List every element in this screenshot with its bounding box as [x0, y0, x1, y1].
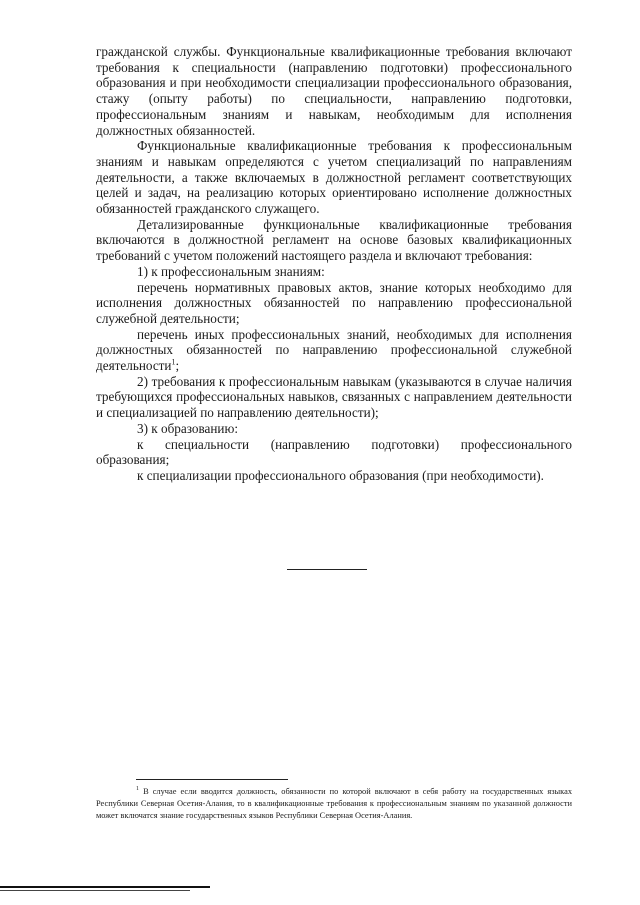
footnote-reference: 1 [171, 357, 176, 367]
footnote-marker: 1 [136, 786, 139, 793]
paragraph-knowledge-skills: Функциональные квалификационные требования к профессиональным знаниям и навыкам определяются с учетом специализаций по направлениям деятельности, а также включаемых в должностной регламент соответствующих целей и задач, на реализацию которых ориентировано исполнение должностных обязанностей гражданского служащего. [96, 138, 572, 217]
list-item-education: 3) к образованию: [137, 420, 238, 436]
footnote-text: В случае если вводится должность, обязанности по которой включают в себя работу на государственных языках Республики Северная Осетия-Алания, то в квалификационные требования к профессиональным знаниям по указанной должности может включатся знание государственных языков Республики Северная Осетия-Алания. [96, 787, 573, 820]
other-knowledge-text: перечень иных профессиональных знаний, необходимых для исполнения должностных обязанностей по направлению профессиональной служебной деятельности [96, 326, 572, 374]
body-text [96, 44, 572, 484]
list-item-specialty: к специальности (направлению подготовки) профессионального образования; [96, 436, 572, 468]
section-end-divider [287, 569, 367, 570]
other-knowledge-suffix: ; [175, 358, 180, 374]
list-item-legal-acts: перечень нормативных правовых актов, знание которых необходимо для исполнения должностных обязанностей по направлению профессиональной служебной деятельности; [96, 279, 572, 326]
list-item-other-knowledge [96, 327, 572, 374]
paragraph-continuation: гражданской службы. Функциональные квалификационные требования включают требования к специальности (направлению подготовки) профессионального образования и при необходимости специализации профессионального образования, стажу (опыту работы) по специальности, направлению подготовки, профессиональным знаниям и навыкам, необходимым для исполнения должностных обязанностей. [96, 44, 572, 138]
scan-edge-line [0, 886, 210, 888]
list-item-specialization: к специализации профессионального образования (при необходимости). [137, 467, 544, 483]
paragraph-detailed-requirements: Детализированные функциональные квалификационные требования включаются в должностной регламент на основе базовых квалификационных требований с учетом положений настоящего раздела и включают требования: [96, 216, 572, 264]
list-item-skills: 2) требования к профессиональным навыкам (указываются в случае наличия требующихся профессиональных навыков, связанных с направлением деятельности и специализацией по направлению деятельности); [96, 373, 572, 421]
footnote-divider [136, 779, 288, 780]
scan-edge-line-thin [0, 890, 190, 891]
footnote [96, 786, 572, 821]
list-item-knowledge: 1) к профессиональным знаниям: [137, 263, 325, 279]
